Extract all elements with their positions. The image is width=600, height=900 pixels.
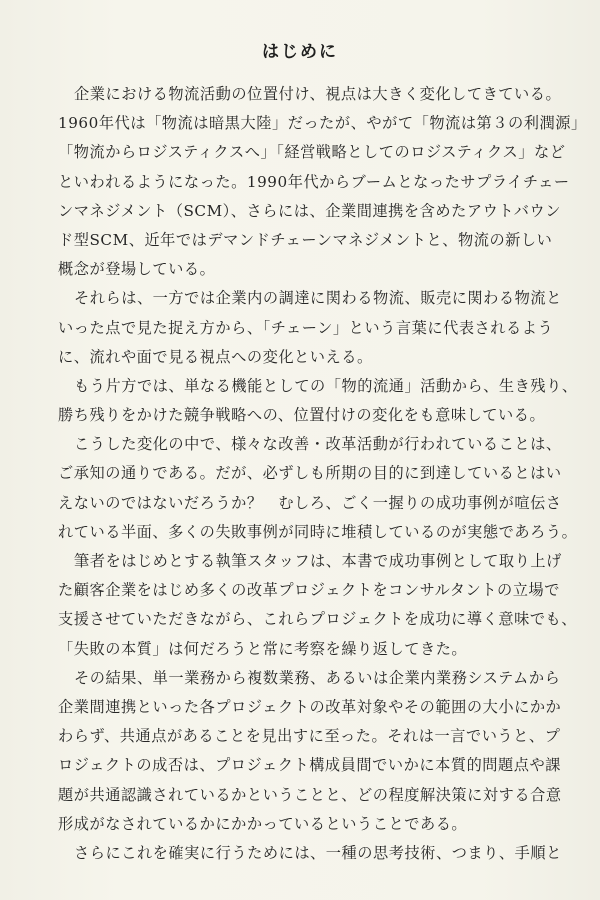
page-title: はじめに — [262, 42, 338, 62]
text-line: 筆者をはじめとする執筆スタッフは、本書で成功事例として取り上げ — [74, 552, 562, 570]
text-line: 支援させていただきながら、これらプロジェクトを成功に導く意味でも、 — [58, 610, 578, 629]
text-line: ロジェクトの成否は、プロジェクト構成員間でいかに本質的問題点や課 — [58, 756, 561, 775]
text-line: その結果、単一業務から複数業務、あるいは企業内業務システムから — [74, 668, 561, 687]
text-line: ご承知の通りである。だが、必ずしも所期の目的に到達しているとはい — [58, 464, 562, 483]
text-line: 形成がなされているかにかかっているということである。 — [58, 814, 468, 833]
text-line: ド型SCM、近年ではデマンドチェーンマネジメントと、物流の新しい — [58, 230, 553, 249]
text-line: れている半面、多くの失敗事例が同時に堆積しているのが実態であろう。 — [58, 522, 578, 541]
text-line: いった点で見た捉え方から、「チェーン」という言葉に代表されるよう — [58, 318, 554, 337]
text-line: に、流れや面で見る視点への変化といえる。 — [58, 347, 373, 366]
text-line: 1960年代は「物流は暗黒大陸」だったが、やがて「物流は第３の利潤源」 — [58, 114, 587, 133]
text-line: 「失敗の本質」は何だろうと常に考察を繰り返してきた。 — [58, 639, 468, 658]
text-line: 企業における物流活動の位置付け、視点は大きく変化してきている。 — [74, 85, 562, 103]
text-line: もう片方では、単なる機能としての「物的流通」活動から、生き残り、 — [74, 376, 578, 395]
text-line: 題が共通認識されているかということと、どの程度解決策に対する合意 — [58, 785, 562, 804]
body-text — [58, 80, 587, 868]
text-line: ンマネジメント（SCM）、さらには、企業間連携を含めたアウトバウン — [58, 201, 561, 220]
text-line: それらは、一方では企業内の調達に関わる物流、販売に関わる物流と — [74, 289, 562, 308]
text-line: 勝ち残りをかけた競争戦略への、位置付けの変化をも意味している。 — [58, 406, 546, 425]
text-line: といわれるようになった。1990年代からブームとなったサプライチェー — [58, 172, 570, 191]
text-line: こうした変化の中で、様々な改善・改革活動が行われていることは、 — [74, 435, 562, 454]
text-line: 企業間連携といった各プロジェクトの改革対象やその範囲の大小にかか — [58, 697, 562, 716]
text-line: えないのではないだろうか？ むしろ、ごく一握りの成功事例が喧伝さ — [58, 493, 562, 512]
text-line: 「物流からロジスティクスへ」「経営戦略としてのロジスティクス」など — [58, 143, 566, 162]
text-line: 概念が登場している。 — [58, 260, 216, 279]
text-line: さらにこれを確実に行うためには、一種の思考技術、つまり、手順と — [74, 843, 562, 862]
text-line: た顧客企業をはじめ多くの改革プロジェクトをコンサルタントの立場で — [58, 581, 560, 600]
text-line: わらず、共通点があることを見出すに至った。それは一言でいうと、プ — [58, 727, 561, 746]
